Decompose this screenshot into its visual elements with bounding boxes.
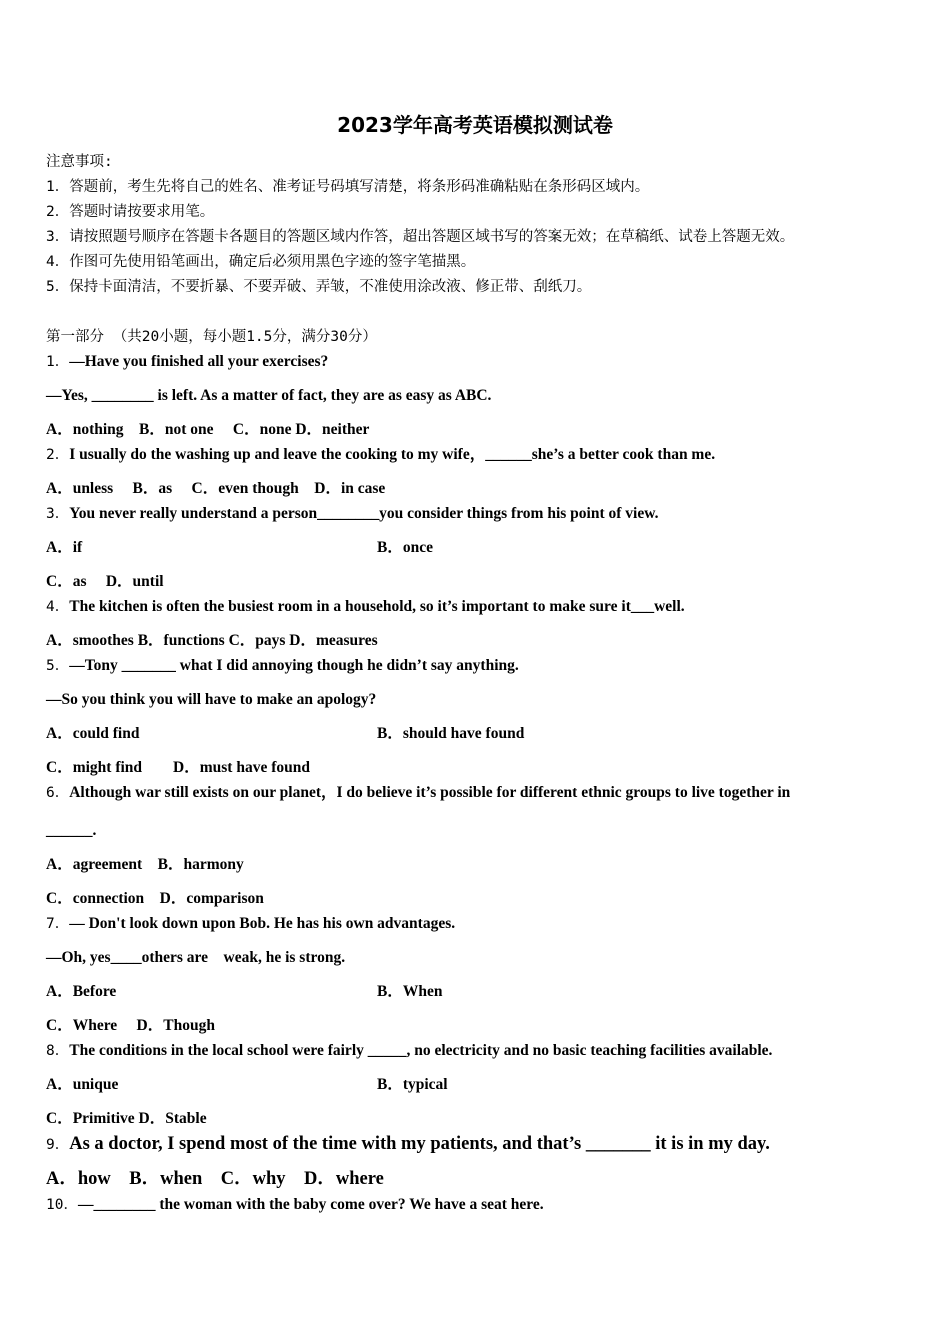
- question-number: 7．: [46, 916, 70, 932]
- question-4-options: A．smoothes B．functions C．pays D．measures: [46, 632, 378, 649]
- question-number: 1．: [46, 354, 70, 370]
- question-text: —Have you finished all your exercises?: [69, 353, 329, 370]
- question-8-stem: [46, 1041, 772, 1061]
- notice-heading: 注意事项:: [46, 154, 113, 170]
- question-7-option-a: A．Before: [46, 983, 117, 1000]
- question-5-reply: —So you think you will have to make an apology?: [46, 691, 377, 708]
- question-7-options-cd: C．Where D．Though: [46, 1017, 215, 1034]
- question-6-options-ab: A．agreement B．harmony: [46, 856, 244, 873]
- question-text: As a doctor, I spend most of the time with my patients, and that’s _______ it is in my day.: [69, 1134, 770, 1154]
- section-heading: 第一部分 （共20小题，每小题1.5分，满分30分）: [46, 329, 377, 345]
- question-8-options-cd: C．Primitive D．Stable: [46, 1110, 207, 1127]
- question-9-stem: [46, 1132, 770, 1157]
- question-text: Although war still exists on our planet，I do believe it’s possible for different ethnic groups to live together in: [69, 784, 791, 801]
- question-5-stem: [46, 656, 519, 676]
- question-4-stem: [46, 597, 685, 617]
- notice-item: 3．请按照题号顺序在答题卡各题目的答题区域内作答，超出答题区域书写的答案无效；在草稿纸、试卷上答题无效。: [46, 229, 795, 245]
- question-number: 9．: [46, 1137, 70, 1153]
- question-3-stem: [46, 504, 658, 524]
- question-text: I usually do the washing up and leave the cooking to my wife，______she’s a better cook than me.: [69, 446, 716, 463]
- question-number: 3．: [46, 506, 70, 522]
- question-6-options-cd: C．connection D．comparison: [46, 890, 264, 907]
- question-7-stem: [46, 914, 455, 934]
- notice-item: 2．答题时请按要求用笔。: [46, 204, 215, 220]
- question-text: —________ the woman with the baby come over? We have a seat here.: [77, 1196, 544, 1213]
- question-number: 4．: [46, 599, 70, 615]
- question-2-options: A．unless B．as C．even though D．in case: [46, 480, 386, 497]
- question-text: The conditions in the local school were fairly _____, no electricity and no basic teaching facilities available.: [69, 1042, 773, 1059]
- question-3-option-b: B．once: [377, 539, 433, 556]
- question-8-option-b: B．typical: [377, 1076, 448, 1093]
- question-number: 5．: [46, 658, 70, 674]
- question-6-stem-continued: ______.: [46, 822, 97, 839]
- question-number: 6．: [46, 785, 70, 801]
- question-5-options-cd: C．might find D．must have found: [46, 759, 310, 776]
- question-1-options: A．nothing B．not one C．none D．neither: [46, 421, 370, 438]
- question-7-option-b: B．When: [377, 983, 443, 1000]
- notice-item: 5．保持卡面清洁，不要折暴、不要弄破、弄皱，不准使用涂改液、修正带、刮纸刀。: [46, 279, 592, 295]
- question-text: —Tony _______ what I did annoying though he didn’t say anything.: [69, 657, 519, 674]
- question-3-options-cd: C．as D．until: [46, 573, 164, 590]
- question-number: 2．: [46, 447, 70, 463]
- question-7-reply: —Oh, yes____others are weak, he is strong.: [46, 949, 346, 966]
- question-1-stem: [46, 352, 328, 372]
- question-5-option-b: B．should have found: [377, 725, 525, 742]
- question-text: The kitchen is often the busiest room in a household, so it’s important to make sure it___well.: [69, 598, 685, 615]
- question-5-option-a: A．could find: [46, 725, 140, 742]
- question-text: You never really understand a person________you consider things from his point of view.: [69, 505, 659, 522]
- question-10-stem: [46, 1195, 544, 1215]
- notice-item: 4．作图可先使用铅笔画出，确定后必须用黑色字迹的签字笔描黑。: [46, 254, 476, 270]
- page-title: 2023学年高考英语模拟测试卷: [337, 113, 613, 137]
- notice-item: 1．答题前，考生先将自己的姓名、准考证号码填写清楚，将条形码准确粘贴在条形码区域内。: [46, 179, 650, 195]
- question-number: 10．: [46, 1197, 78, 1213]
- question-number: 8．: [46, 1043, 70, 1059]
- question-9-options: A．how B．when C．why D．where: [46, 1169, 384, 1189]
- question-6-stem: [46, 783, 790, 803]
- question-1-reply: —Yes, ________ is left. As a matter of fact, they are as easy as ABC.: [46, 387, 492, 404]
- question-8-option-a: A．unique: [46, 1076, 119, 1093]
- question-3-option-a: A．if: [46, 539, 83, 556]
- question-text: — Don't look down upon Bob. He has his own advantages.: [69, 915, 456, 932]
- question-2-stem: [46, 445, 715, 465]
